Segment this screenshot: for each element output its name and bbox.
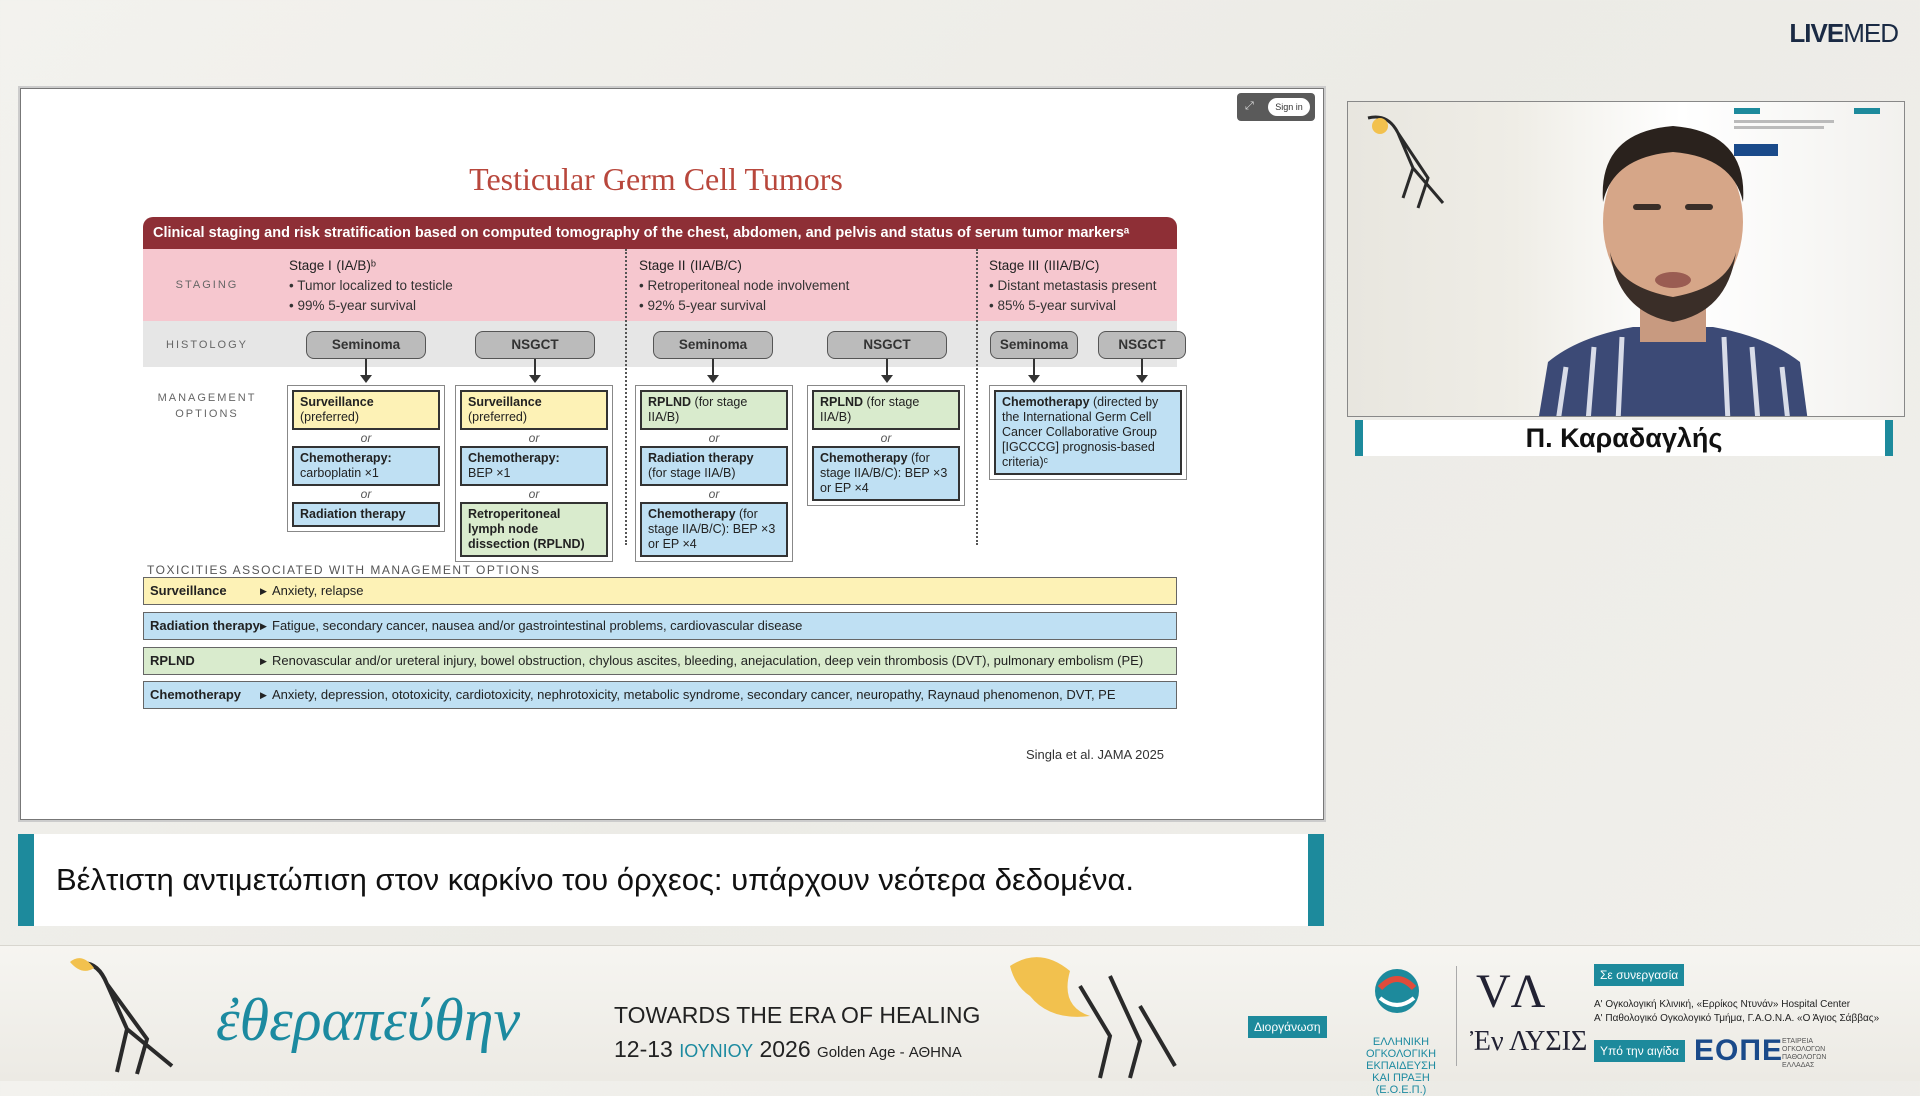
slide-toolbar — [1237, 93, 1315, 121]
stage-line: • 85% 5-year survival — [989, 298, 1117, 313]
row-label-options: OPTIONS — [175, 408, 239, 420]
histology-nsgct: NSGCT — [827, 331, 947, 359]
option-light: BEP ×1 — [468, 466, 511, 480]
toxicity-row — [143, 681, 1177, 709]
toxicity-row — [143, 577, 1177, 605]
option-bold: Radiation therapy — [648, 451, 754, 465]
eope-subtitle: ΕΤΑΙΡΕΙΑ ΟΓΚΟΛΟΓΩΝ ΠΑΘΟΛΟΓΩΝ ΕΛΛΑΔΑΣ — [1782, 1038, 1827, 1069]
brush-splash-icon — [1000, 946, 1190, 1081]
or-label: or — [360, 431, 372, 445]
sign-in-button[interactable]: Sign in — [1268, 98, 1310, 116]
auspices-label: Υπό την αιγίδα — [1594, 1040, 1685, 1062]
stage-sub: (IA/B)ᵇ — [336, 258, 376, 273]
option-light: (for stage IIA/B) — [648, 395, 748, 424]
stage-line: • Distant metastasis present — [989, 278, 1157, 293]
arrow-down — [1033, 359, 1035, 377]
row-label-histology: HISTOLOGY — [166, 339, 248, 351]
evlysis-logo-top: VΛ — [1476, 965, 1546, 1018]
toxicity-text: ▶ Renovascular and/or ureteral injury, bowel obstruction, chylous ascites, bleeding, anejaculation, deep vein thrombosis (DVT), pulmonary embolism (PE) — [260, 648, 1176, 674]
evlysis-logo-bottom: Ἐν ΛΥΣΙΣ — [1470, 1026, 1588, 1057]
stage-title: Stage III — [989, 258, 1040, 273]
option-bold: Chemotherapy: — [468, 451, 560, 465]
option-bold: Retroperitoneal lymph node dissection (RPLND) — [468, 507, 585, 551]
options-stage2-nsgct — [807, 385, 965, 506]
toxicity-label: Radiation therapy — [150, 618, 260, 633]
histology-nsgct: NSGCT — [1098, 331, 1186, 359]
diagram-header: Clinical staging and risk stratification based on computed tomography of the chest, abdomen, and pelvis and status of serum tumor markersᵃ — [143, 217, 1177, 249]
or-label: or — [528, 487, 540, 501]
stage-line: • Tumor localized to testicle — [289, 278, 453, 293]
cooperation-list — [1594, 998, 1914, 1026]
arrow-down — [365, 359, 367, 377]
toxicity-label: RPLND — [150, 653, 195, 668]
toxicity-text: ▶ Anxiety, relapse — [260, 578, 1176, 604]
or-label: or — [360, 487, 372, 501]
citation: Singla et al. JAMA 2025 — [1026, 747, 1165, 762]
event-year: 2026 — [759, 1036, 811, 1062]
row-label-staging: STAGING — [175, 279, 239, 291]
or-label: or — [880, 431, 892, 445]
histology-seminoma: Seminoma — [653, 331, 773, 359]
option-box — [640, 390, 788, 430]
stage-sub: (IIA/B/C) — [690, 258, 742, 273]
stage-line: • 92% 5-year survival — [639, 298, 767, 313]
or-label: or — [708, 487, 720, 501]
option-light: (preferred) — [468, 410, 528, 424]
arrow-down — [886, 359, 888, 377]
option-box — [292, 446, 440, 486]
options-stage1-seminoma — [287, 385, 445, 532]
toxicity-row — [143, 647, 1177, 675]
toxicities-heading: TOXICITIES ASSOCIATED WITH MANAGEMENT OPTIONS — [147, 563, 541, 577]
logo-rest: MED — [1843, 18, 1898, 48]
row-label-management: MANAGEMENT — [157, 392, 257, 404]
option-light: (for stage IIA/B/C): BEP ×3 or EP ×4 — [648, 507, 776, 551]
cooperation-item: Α' Ογκολογική Κλινική, «Ερρίκος Ντυνάν» Hospital Center — [1594, 999, 1851, 1010]
event-venue: Golden Age - ΑΘΗΝΑ — [817, 1044, 962, 1061]
event-month: ΙΟΥΝΙΟΥ — [679, 1041, 754, 1061]
option-box — [640, 502, 788, 557]
cooperation-item: Α' Παθολογικό Ογκολογικό Τμήμα, Γ.Α.Ο.Ν.Α. «Ο Άγιος Σάββας» — [1594, 1013, 1880, 1024]
eope-logo: ΕΟΠΕ — [1694, 1034, 1784, 1067]
stage-sub: (IIIA/B/C) — [1043, 258, 1100, 273]
option-bold: Radiation therapy — [300, 507, 406, 521]
event-brand: ἐθεραπεύθην — [216, 987, 521, 1053]
option-bold: Surveillance — [300, 395, 374, 409]
talk-title-bar: Βέλτιστη αντιμετώπιση στον καρκίνο του όρχεος: υπάρχουν νεότερα δεδομένα. — [18, 834, 1324, 926]
presentation-slide — [20, 88, 1324, 820]
option-bold: Chemotherapy — [648, 507, 736, 521]
option-light: (for stage IIA/B) — [648, 466, 736, 480]
option-light: (preferred) — [300, 410, 360, 424]
event-day-range: 12-13 — [614, 1036, 673, 1062]
arrow-down — [712, 359, 714, 377]
stage-line: • 99% 5-year survival — [289, 298, 417, 313]
stage-2 — [639, 255, 849, 316]
option-box — [292, 390, 440, 430]
toxicity-label: Chemotherapy — [150, 687, 242, 702]
speaker-figure — [1538, 112, 1808, 417]
option-light: (directed by the International Germ Cell Cancer Collaborative Group [IGCCCG] prognosis-based criteria)ᶜ — [1002, 395, 1159, 469]
speaker-video — [1347, 101, 1905, 417]
option-light: carboplatin ×1 — [300, 466, 379, 480]
option-bold: Chemotherapy — [820, 451, 908, 465]
organizer-label: Διοργάνωση — [1248, 1016, 1327, 1038]
option-bold: RPLND — [820, 395, 864, 409]
stage-divider — [976, 249, 978, 545]
footer-divider — [1456, 966, 1457, 1066]
option-bold: RPLND — [648, 395, 692, 409]
option-light: (for stage IIA/B/C): BEP ×3 or EP ×4 — [820, 451, 948, 495]
event-footer — [0, 945, 1920, 1096]
option-bold: Chemotherapy — [1002, 395, 1090, 409]
toxicity-text: ▶ Anxiety, depression, ototoxicity, cardiotoxicity, nephrotoxicity, metabolic syndrome, secondary cancer, neuropathy, Raynaud phenomenon, DVT, PE — [260, 682, 1176, 708]
logo-bold: LIVE — [1789, 18, 1844, 48]
option-bold: Surveillance — [468, 395, 542, 409]
options-stage1-nsgct — [455, 385, 613, 562]
expand-icon[interactable]: ⤢ — [1245, 100, 1254, 112]
option-box — [460, 446, 608, 486]
or-label: or — [528, 431, 540, 445]
option-box — [812, 390, 960, 430]
histology-seminoma: Seminoma — [306, 331, 426, 359]
stage-line: • Retroperitoneal node involvement — [639, 278, 850, 293]
option-box — [640, 446, 788, 486]
event-dates — [614, 1036, 962, 1063]
options-stage3 — [989, 385, 1187, 480]
option-box — [812, 446, 960, 501]
cooperation-label: Σε συνεργασία — [1594, 964, 1684, 986]
toxicity-label: Surveillance — [150, 583, 227, 598]
event-tagline: TOWARDS THE ERA OF HEALING — [614, 1002, 981, 1028]
option-box — [292, 502, 440, 527]
brush-logo-icon — [62, 954, 192, 1079]
toxicity-text: ▶ Fatigue, secondary cancer, nausea and/or gastrointestinal problems, cardiovascular disease — [260, 613, 1176, 639]
stage-divider — [625, 249, 627, 545]
option-box — [460, 390, 608, 430]
option-box — [994, 390, 1182, 475]
toxicity-row — [143, 612, 1177, 640]
or-label: or — [708, 431, 720, 445]
stage-1 — [289, 255, 453, 316]
event-logo-icon — [1358, 108, 1478, 228]
options-stage2-seminoma — [635, 385, 793, 562]
staging-diagram — [143, 217, 1177, 557]
arrow-down — [534, 359, 536, 377]
stage-3 — [989, 255, 1157, 316]
histology-seminoma: Seminoma — [990, 331, 1078, 359]
option-box — [460, 502, 608, 557]
livemed-logo — [1789, 18, 1898, 49]
slide-title: Testicular Germ Cell Tumors — [469, 161, 843, 197]
speaker-name: Π. Καραδαγλής — [1355, 420, 1893, 456]
stage-title: Stage II — [639, 258, 686, 273]
option-light: (for stage IIA/B) — [820, 395, 920, 424]
org-logo-icon — [1372, 966, 1422, 1016]
arrow-down — [1141, 359, 1143, 377]
org-name: ΕΛΛΗΝΙΚΗ ΟΓΚΟΛΟΓΙΚΗ ΕΚΠΑΙΔΕΥΣΗ ΚΑΙ ΠΡΑΞΗ (Ε.Ο.Ε.Π.) — [1365, 1036, 1437, 1096]
option-bold: Chemotherapy: — [300, 451, 392, 465]
stage-title: Stage I — [289, 258, 332, 273]
histology-nsgct: NSGCT — [475, 331, 595, 359]
